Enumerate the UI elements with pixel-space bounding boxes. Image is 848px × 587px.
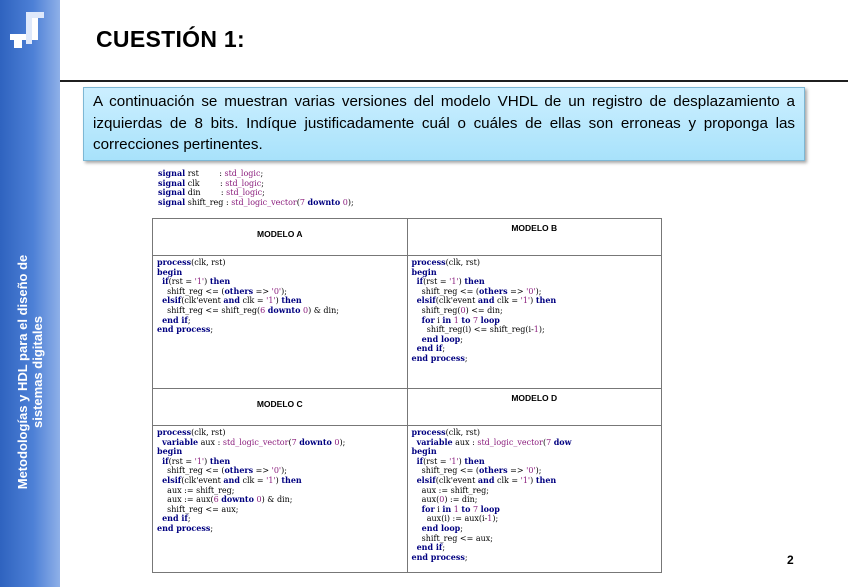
- code-token: dow: [553, 436, 572, 447]
- code-token: ): [275, 475, 282, 485]
- code-token: );: [281, 286, 287, 296]
- model-a-header: MODELO A: [153, 219, 408, 256]
- code-token: shift_reg <= aux;: [411, 533, 493, 543]
- code-token: (rst =: [168, 456, 195, 466]
- code-token: ;: [442, 344, 446, 354]
- code-token: '0': [526, 466, 536, 476]
- code-token: aux := shift_reg;: [411, 485, 489, 495]
- code-token: shift_reg <= (: [411, 466, 479, 476]
- code-token: );: [538, 325, 545, 335]
- code-token: if: [162, 455, 169, 466]
- code-token: ) := din;: [444, 495, 478, 505]
- code-token: );: [347, 197, 354, 207]
- code-token: process: [411, 427, 446, 437]
- code-token: ): [458, 456, 465, 466]
- code-token: ) & din;: [308, 305, 339, 315]
- code-token: '0': [271, 286, 282, 296]
- code-token: downto: [267, 304, 301, 315]
- code-token: elsif: [416, 295, 436, 306]
- code-token: then: [209, 455, 231, 466]
- code-token: std_logic: [226, 188, 263, 198]
- code-token: 0: [439, 495, 445, 505]
- model-a-cell: [153, 256, 408, 389]
- code-token: =>: [507, 466, 527, 476]
- models-table: [152, 218, 662, 573]
- code-token: '1': [449, 277, 459, 287]
- code-token: ): [204, 456, 210, 466]
- code-token: 1: [533, 325, 539, 335]
- model-c-cell: [153, 426, 408, 573]
- code-token: process: [157, 427, 192, 437]
- code-token: variable: [162, 436, 199, 447]
- code-token: shift_reg <= (: [157, 466, 225, 476]
- page-number: 2: [787, 553, 794, 567]
- code-token: 0: [460, 305, 466, 315]
- code-token: '1': [194, 277, 205, 287]
- code-token: end process: [411, 352, 465, 363]
- code-token: 7: [472, 315, 479, 325]
- code-token: 7: [546, 437, 552, 447]
- model-d-header: MODELO D: [407, 389, 662, 426]
- code-token: (clk, rst): [445, 428, 480, 437]
- model-d-code: [408, 426, 662, 562]
- code-token: loop: [480, 503, 500, 514]
- code-token: 1: [453, 315, 459, 325]
- code-token: and: [223, 295, 240, 306]
- signal-declarations: [158, 169, 354, 207]
- code-token: to: [461, 503, 471, 514]
- code-token: [412, 524, 422, 533]
- code-token: ) & din;: [261, 495, 293, 505]
- code-token: signal: [158, 168, 186, 178]
- code-token: 6: [260, 305, 266, 315]
- code-token: clk =: [239, 475, 267, 485]
- code-token: end if: [416, 343, 443, 354]
- code-token: =>: [507, 286, 527, 296]
- code-token: );: [535, 466, 542, 476]
- code-token: for: [421, 314, 435, 325]
- code-token: (: [542, 437, 547, 447]
- code-token: in: [442, 314, 452, 325]
- code-token: (rst =: [423, 277, 450, 287]
- code-token: shift_reg(: [411, 305, 461, 315]
- code-token: (rst =: [168, 277, 195, 287]
- code-token: (clk, rst): [191, 258, 226, 267]
- code-token: aux(: [411, 495, 440, 505]
- code-token: aux(i) := aux(i-: [411, 514, 488, 524]
- code-token: aux :: [452, 437, 478, 447]
- code-token: then: [281, 295, 302, 306]
- course-title: [15, 172, 45, 572]
- question-text: A continuación se muestran varias versiones del modelo VHDL de un registro de desplazamiento a izquierdas de 8 bits. Indíque justificadamente cuál o cuáles de ellas son erroneas y proponga las correcciones pertinentes.: [83, 87, 805, 161]
- code-token: then: [535, 474, 557, 485]
- code-token: others: [478, 465, 508, 476]
- code-token: downto: [221, 494, 254, 505]
- code-token: ;: [464, 353, 468, 363]
- model-b-code: [408, 256, 662, 364]
- code-token: (rst =: [423, 456, 450, 466]
- code-token: end if: [416, 542, 443, 553]
- code-token: others: [224, 285, 254, 296]
- code-token: loop: [480, 314, 500, 325]
- model-a-code: [153, 256, 407, 335]
- code-token: std_logic_vector: [477, 437, 543, 447]
- code-token: '0': [526, 286, 536, 296]
- code-token: shift_reg <= (: [411, 286, 479, 296]
- code-token: std_logic: [225, 178, 262, 188]
- code-token: ;: [442, 543, 446, 553]
- code-token: '1': [266, 296, 276, 306]
- code-token: end process: [411, 551, 465, 562]
- code-token: downto: [307, 196, 341, 207]
- code-token: end process: [157, 324, 211, 335]
- code-token: ;: [210, 523, 214, 533]
- code-token: then: [464, 276, 485, 287]
- code-token: end if: [162, 513, 188, 524]
- code-token: ;: [187, 514, 191, 524]
- code-token: 7: [299, 197, 305, 207]
- model-c-code: [153, 426, 407, 534]
- code-token: if: [416, 455, 424, 466]
- code-token: shift_reg(i) <= shift_reg(i-: [411, 325, 534, 335]
- code-token: clk :: [185, 178, 226, 188]
- code-token: shift_reg <= shift_reg(: [157, 305, 261, 315]
- code-token: =>: [253, 286, 272, 296]
- code-token: shift_reg <= aux;: [157, 504, 239, 514]
- code-token: 0: [334, 437, 340, 447]
- course-logo-icon: [6, 8, 48, 52]
- code-token: );: [281, 466, 287, 476]
- model-b-cell: [407, 256, 662, 389]
- code-token: then: [281, 474, 302, 485]
- code-token: ): [275, 296, 282, 306]
- code-token: ;: [460, 334, 463, 344]
- code-token: variable: [416, 436, 453, 447]
- model-b-header: MODELO B: [407, 219, 662, 256]
- code-token: ) <= din;: [465, 305, 503, 315]
- code-token: 7: [472, 504, 479, 514]
- code-token: and: [477, 295, 495, 306]
- code-token: 1: [453, 504, 459, 514]
- code-token: elsif: [162, 295, 182, 306]
- code-token: '1': [520, 296, 531, 306]
- code-token: (clk'event: [181, 475, 224, 485]
- code-token: [412, 505, 422, 514]
- code-token: (clk'event: [435, 475, 478, 485]
- course-title-line-1: Metodologías y HDL para el diseño de: [15, 254, 30, 490]
- code-token: end if: [162, 314, 188, 325]
- code-token: ): [204, 277, 210, 287]
- code-token: '1': [194, 456, 205, 466]
- code-token: );: [339, 437, 346, 447]
- code-token: then: [209, 276, 231, 287]
- code-token: if: [162, 276, 169, 287]
- code-token: aux :: [198, 437, 223, 447]
- code-token: process: [157, 257, 192, 267]
- code-token: (clk'event: [181, 296, 224, 306]
- code-token: ;: [260, 169, 264, 178]
- code-token: 1: [487, 514, 493, 524]
- code-token: signal: [158, 177, 186, 188]
- code-token: (clk, rst): [445, 258, 480, 267]
- code-token: din :: [185, 188, 227, 198]
- code-token: begin: [411, 266, 437, 277]
- code-token: then: [464, 455, 485, 466]
- code-token: begin: [157, 446, 183, 457]
- code-token: aux := aux(: [157, 495, 214, 505]
- code-token: ;: [464, 552, 468, 562]
- code-token: clk =: [494, 475, 521, 485]
- code-token: if: [416, 276, 424, 287]
- code-token: begin: [157, 266, 183, 277]
- code-token: (clk, rst): [191, 428, 226, 437]
- code-token: std_logic: [224, 169, 261, 178]
- code-token: clk =: [239, 296, 267, 306]
- code-token: std_logic_vector: [222, 437, 289, 447]
- code-token: std_logic_vector: [231, 197, 297, 207]
- code-token: '0': [271, 466, 282, 476]
- code-token: end loop: [421, 522, 461, 533]
- code-token: end process: [157, 522, 211, 533]
- code-token: end loop: [421, 333, 461, 344]
- code-token: 0: [342, 197, 348, 207]
- code-token: ): [530, 475, 536, 485]
- code-token: ): [530, 296, 536, 306]
- code-token: elsif: [162, 474, 182, 485]
- code-token: begin: [411, 446, 437, 457]
- code-token: others: [224, 465, 254, 476]
- code-token: (clk'event: [435, 296, 478, 306]
- code-token: clk =: [494, 296, 521, 306]
- code-token: '1': [520, 475, 531, 485]
- code-token: );: [535, 286, 542, 296]
- code-token: in: [442, 503, 452, 514]
- slide-title: CUESTIÓN 1:: [96, 26, 245, 52]
- code-token: and: [477, 474, 495, 485]
- sidebar: [0, 0, 60, 587]
- code-token: process: [411, 257, 446, 267]
- code-token: );: [492, 514, 499, 524]
- code-token: 6: [213, 495, 219, 505]
- code-token: (: [296, 197, 300, 207]
- code-token: and: [223, 474, 240, 485]
- model-d-cell: [407, 426, 662, 573]
- code-token: others: [478, 285, 508, 296]
- code-token: downto: [299, 436, 332, 447]
- code-token: shift_reg :: [185, 197, 232, 207]
- code-token: '1': [266, 475, 276, 485]
- code-token: shift_reg <= (: [157, 286, 225, 296]
- code-token: i: [434, 504, 443, 514]
- code-token: 0: [303, 305, 309, 315]
- code-token: signal: [158, 187, 186, 198]
- code-token: ;: [210, 325, 214, 335]
- code-token: [412, 316, 422, 325]
- code-token: to: [461, 314, 471, 325]
- code-token: (: [288, 437, 292, 447]
- course-title-line-2: sistemas digitales: [30, 316, 45, 428]
- code-token: 0: [256, 495, 262, 505]
- title-divider: [60, 80, 848, 82]
- code-token: =>: [253, 466, 272, 476]
- code-token: rst :: [185, 169, 225, 178]
- code-token: signal: [158, 196, 186, 207]
- code-token: aux := shift_reg;: [157, 485, 235, 495]
- code-token: ): [458, 277, 465, 287]
- code-token: ;: [460, 523, 463, 533]
- code-token: for: [421, 503, 435, 514]
- code-token: i: [434, 315, 443, 325]
- code-token: elsif: [416, 474, 436, 485]
- code-token: then: [535, 295, 557, 306]
- code-token: 7: [291, 437, 297, 447]
- code-token: ;: [261, 178, 264, 188]
- code-token: ;: [187, 315, 191, 325]
- code-token: ;: [262, 188, 265, 198]
- code-token: '1': [449, 456, 459, 466]
- model-c-header: MODELO C: [153, 389, 408, 426]
